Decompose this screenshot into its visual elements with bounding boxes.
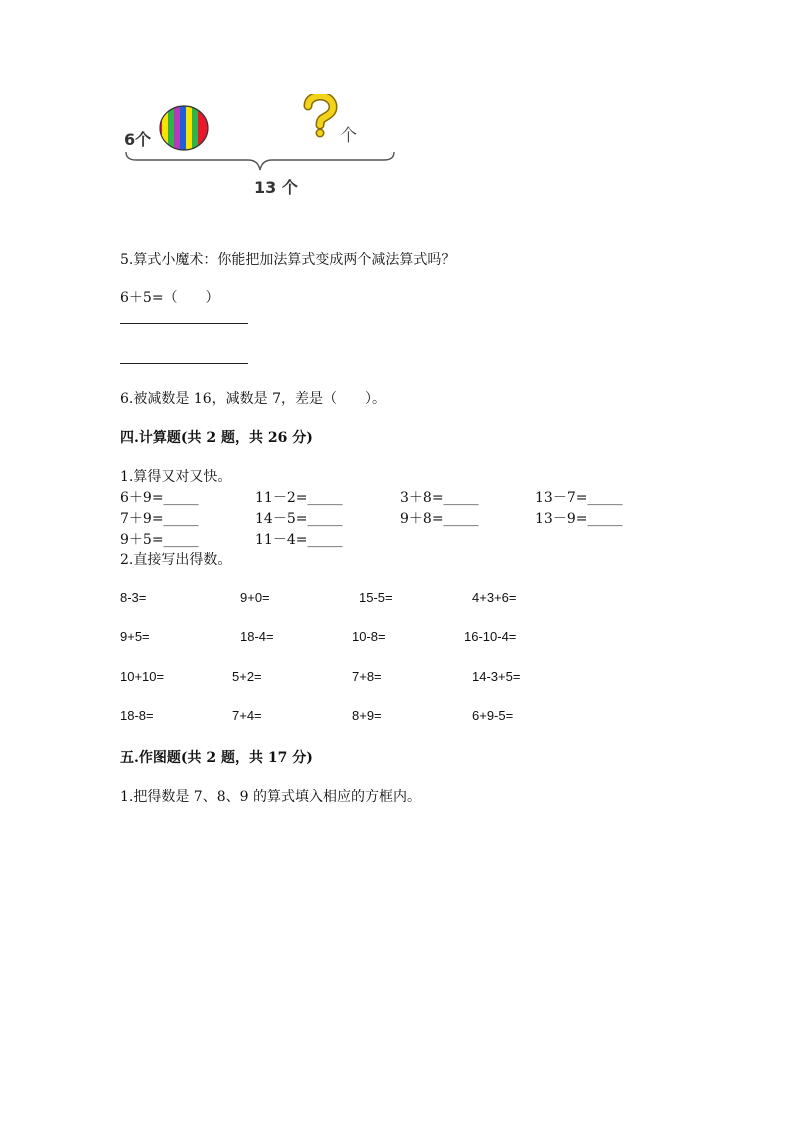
section-4-heading: 四.计算题(共 2 题，共 26 分) <box>120 430 313 446</box>
direct-calc-item: 14-3+5= <box>472 669 521 684</box>
section-5-heading: 五.作图题(共 2 题，共 17 分) <box>120 750 313 766</box>
figure-total-label: 13 个 <box>254 178 298 197</box>
answer-line-1[interactable] <box>120 323 248 324</box>
direct-calc-item: 7+4= <box>232 708 262 723</box>
direct-calc-item: 9+0= <box>240 590 270 605</box>
calc-item: 11－2=_____ <box>255 490 343 506</box>
direct-calc-item: 18-8= <box>120 708 154 723</box>
direct-calc-item: 10-8= <box>352 629 386 644</box>
answer-line-2[interactable] <box>120 363 248 364</box>
calc-item: 3＋8=_____ <box>400 490 479 506</box>
direct-calc-item: 10+10= <box>120 669 165 684</box>
figure-unit-label: 个 <box>340 126 357 146</box>
calc-item: 13－7=_____ <box>535 490 623 506</box>
calc-item: 14－5=_____ <box>255 511 343 527</box>
direct-calc-item: 5+2= <box>232 669 262 684</box>
figure-left-label: 6个 <box>124 130 152 149</box>
question-5-expression: 6＋5=（ ） <box>120 290 220 306</box>
calc-item: 9＋5=_____ <box>120 532 199 548</box>
direct-calc-item: 8+9= <box>352 708 382 723</box>
calc-item: 6＋9=_____ <box>120 490 199 506</box>
calc-item: 11－4=_____ <box>255 532 343 548</box>
direct-calc-item: 15-5= <box>359 590 393 605</box>
calc-item: 13－9=_____ <box>535 511 623 527</box>
direct-calc-item: 4+3+6= <box>472 590 517 605</box>
direct-calc-item: 8-3= <box>120 590 147 605</box>
calc-item: 9＋8=_____ <box>400 511 479 527</box>
calc-item: 7＋9=_____ <box>120 511 199 527</box>
curly-brace <box>124 150 396 172</box>
direct-calc-item: 9+5= <box>120 629 150 644</box>
direct-calc-item: 16-10-4= <box>464 629 517 644</box>
question-5-title: 5.算式小魔术：你能把加法算式变成两个减法算式吗？ <box>120 252 456 268</box>
section-5-problem-1: 1.把得数是 7、8、9 的算式填入相应的方框内。 <box>120 789 421 805</box>
beach-ball-icon <box>158 104 210 152</box>
question-mark-icon <box>300 94 338 138</box>
question-6-text: 6.被减数是 16，减数是 7，差是（ ）。 <box>120 391 386 407</box>
section-4-problem-1-title: 1.算得又对又快。 <box>120 469 232 485</box>
direct-calc-item: 7+8= <box>352 669 382 684</box>
section-4-problem-2-title: 2.直接写出得数。 <box>120 552 232 568</box>
direct-calc-item: 18-4= <box>240 629 274 644</box>
direct-calc-item: 6+9-5= <box>472 708 514 723</box>
